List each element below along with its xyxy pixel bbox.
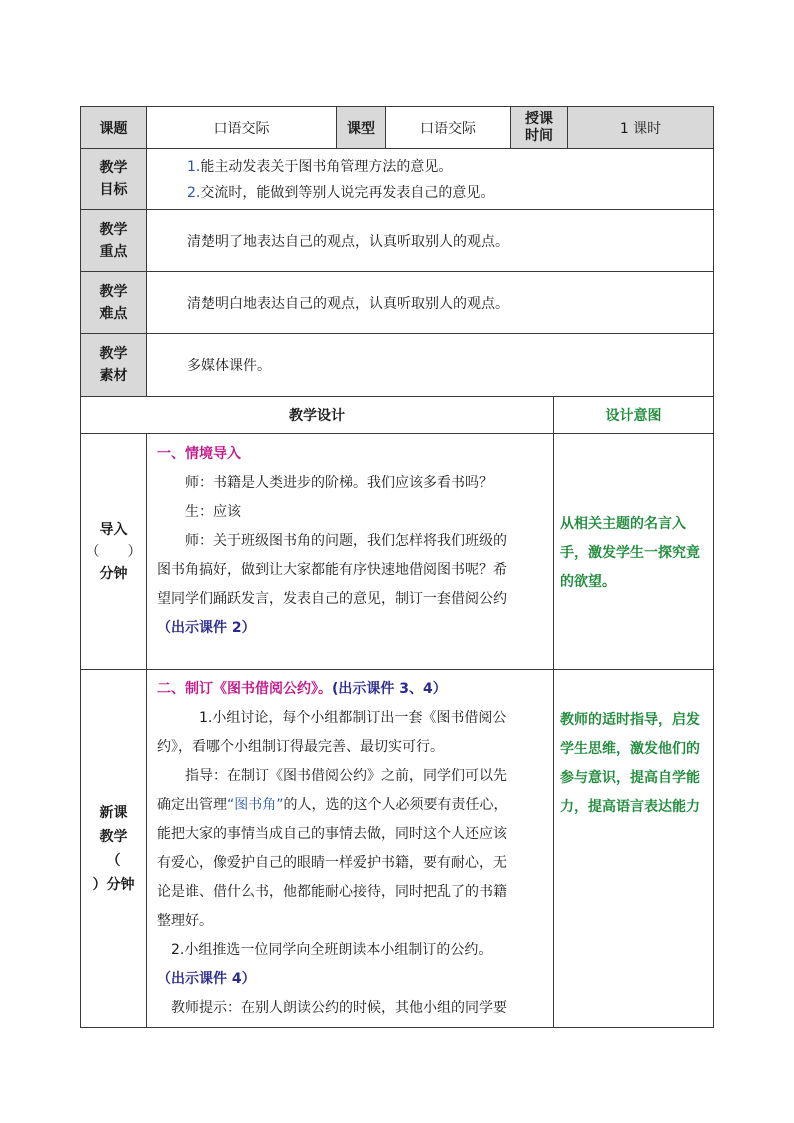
newlesson-p2f: 整理好。	[157, 913, 213, 929]
intro-intent-line1: 从相关主题的名言入	[560, 516, 686, 532]
newlesson-label-line2: 教学	[99, 828, 128, 845]
goal-item-1-num: 1.	[187, 159, 201, 175]
type-value: 口语交际	[420, 120, 476, 137]
intro-label-line1: 导入	[99, 521, 128, 538]
newlesson-p1b: 约》，看哪个小组制订得最完善、最切实可行。	[157, 739, 444, 755]
newlesson-label-line1: 新课	[99, 804, 128, 821]
newlesson-p2b-pre: 确定出管理	[157, 797, 227, 813]
time-label-cell	[510, 106, 568, 149]
time-label-line2: 时间	[525, 127, 553, 144]
intro-intent-line2: 手，激发学生一探究竟	[560, 545, 700, 561]
difficulties-label-line1: 教学	[99, 283, 128, 300]
materials-label-line1: 教学	[99, 346, 128, 362]
newlesson-p2a: 指导：在制订《图书借阅公约》之前，同学们可以先	[185, 768, 507, 784]
goal-item-1	[187, 154, 713, 180]
difficulties-content-cell	[146, 271, 714, 334]
newlesson-intent-line4: 力，提高语言表达能力	[560, 799, 700, 815]
goal-item-1-text: 能主动发表关于图书角管理方法的意见。	[200, 159, 453, 175]
newlesson-p4a: 教师提示：在别人朗读公约的时候，其他小组的同学要	[171, 1000, 507, 1016]
intent-header-cell	[553, 396, 714, 434]
type-label-cell	[336, 106, 386, 149]
intro-line-2: 生：应该	[185, 504, 241, 520]
newlesson-p2e: 论是谁、借什么书，他都能耐心接待，同时把乱了的书籍	[157, 884, 507, 900]
design-header-cell	[80, 396, 554, 434]
intro-label-cell	[80, 433, 147, 670]
newlesson-p2b	[157, 791, 545, 820]
newlesson-section-title: 二、制订《图书借阅公约》。	[157, 681, 332, 697]
intro-line-1: 师：书籍是人类进步的阶梯。我们应该多看书吗？	[185, 475, 493, 491]
newlesson-label-cell	[80, 669, 147, 1028]
materials-label-line2: 素材	[99, 368, 128, 384]
difficulties-text: 清楚明白地表达自己的观点，认真听取别人的观点。	[187, 295, 509, 312]
keypoints-label-line2: 重点	[99, 243, 128, 260]
newlesson-section	[157, 675, 545, 704]
goal-item-2	[187, 180, 713, 206]
keypoints-content-cell	[146, 209, 714, 272]
newlesson-label-line3: （	[106, 852, 121, 869]
goals-label-cell	[80, 148, 147, 210]
difficulties-label-line2: 难点	[99, 305, 128, 322]
intro-courseware: （出示课件 2）	[157, 620, 256, 636]
materials-content-cell	[146, 333, 714, 397]
intro-label-line2: （ ）	[85, 543, 142, 560]
newlesson-content-cell	[146, 669, 554, 1028]
newlesson-p3a: 2.小组推选一位同学向全班朗读本小组制订的公约。	[171, 942, 493, 958]
topic-label-cell	[80, 106, 147, 149]
newlesson-p2c: 能把大家的事情当成自己的事情去做，同时这个人还应该	[157, 826, 507, 842]
newlesson-p1a: 1.小组讨论，每个小组都制订出一套《图书借阅公	[199, 710, 507, 726]
keypoints-label-line1: 教学	[99, 221, 128, 238]
topic-value: 口语交际	[213, 120, 270, 137]
goals-content-cell	[146, 148, 714, 210]
goals-label-line2: 目标	[99, 182, 128, 198]
topic-label: 课题	[99, 120, 128, 137]
time-label-line1: 授课	[525, 110, 553, 127]
topic-value-cell	[146, 106, 337, 149]
newlesson-intent-line3: 参与意识，提高自学能	[560, 770, 700, 786]
newlesson-p2d: 有爱心，像爱护自己的眼睛一样爱护书籍，要有耐心，无	[157, 855, 507, 871]
goals-label-line1: 教学	[99, 160, 128, 176]
intent-header-label: 设计意图	[605, 408, 662, 424]
time-value-cell	[567, 106, 714, 149]
newlesson-intent-cell	[553, 669, 714, 1028]
goal-item-2-num: 2.	[187, 185, 201, 201]
newlesson-label-line4: ）分钟	[92, 876, 135, 893]
intro-line-3c: 望同学们踊跃发言，发表自己的意见，制订一套借阅公约	[157, 591, 507, 607]
materials-label-cell	[80, 333, 147, 397]
intro-line-3a: 师：关于班级图书角的问题，我们怎样将我们班级的	[185, 533, 507, 549]
time-value: 1 课时	[619, 120, 662, 137]
materials-text: 多媒体课件。	[187, 358, 271, 374]
newlesson-intent-line1: 教师的适时指导，启发	[560, 712, 700, 728]
type-value-cell	[385, 106, 511, 149]
intro-intent-line3: 的欲望。	[560, 574, 616, 590]
intro-content-cell	[146, 433, 554, 670]
newlesson-section-courseware: (出示课件 3、4）	[332, 681, 447, 697]
newlesson-p3b: （出示课件 4）	[157, 971, 256, 987]
difficulties-label-cell	[80, 271, 147, 334]
intro-line-3b: 图书角搞好，做到让大家都能有序快速地借阅图书呢？希	[157, 562, 507, 578]
newlesson-p2b-post: 的人，选的这个人必须要有责任心，	[283, 797, 508, 813]
design-header-label: 教学设计	[289, 408, 345, 424]
intro-section-title: 一、情境导入	[157, 446, 241, 462]
newlesson-intent-line2: 学生思维，激发他们的	[560, 741, 700, 757]
keypoints-label-cell	[80, 209, 147, 272]
type-label: 课型	[347, 120, 375, 137]
intro-intent-cell	[553, 433, 714, 670]
keypoints-text: 清楚明了地表达自己的观点，认真听取别人的观点。	[187, 233, 509, 250]
newlesson-p2b-quote: “图书角”	[227, 797, 284, 813]
goal-item-2-text: 交流时，能做到等别人说完再发表自己的意见。	[200, 185, 495, 201]
intro-label-line3: 分钟	[99, 565, 128, 582]
